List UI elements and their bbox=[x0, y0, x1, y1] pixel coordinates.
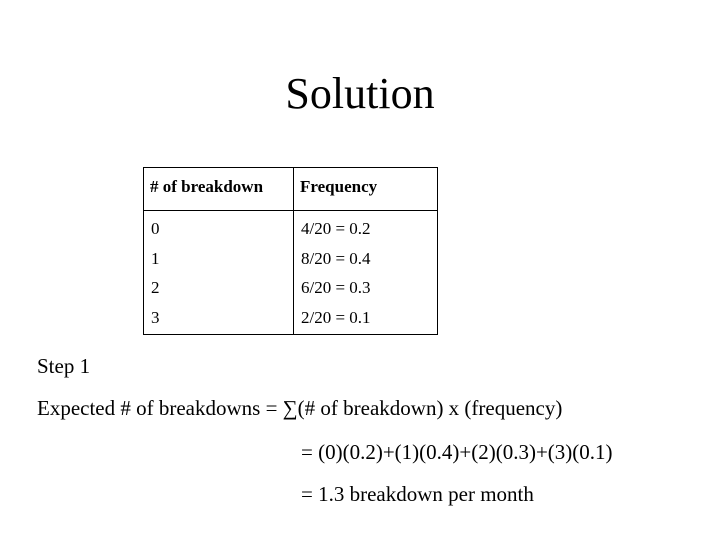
result-line: = 1.3 breakdown per month bbox=[301, 482, 534, 506]
expected-formula: Expected # of breakdowns = ∑(# of breakdown) x (frequency) bbox=[37, 396, 563, 420]
calculation-line: = (0)(0.2)+(1)(0.4)+(2)(0.3)+(3)(0.1) bbox=[301, 440, 613, 464]
table-cell-frequency: 6/20 = 0.3 bbox=[301, 278, 371, 297]
table-cell-breakdowns: 1 bbox=[151, 248, 160, 268]
table-cell-frequency: 2/20 = 0.1 bbox=[301, 307, 371, 327]
table-cell-breakdowns: 2 bbox=[151, 278, 160, 297]
table-cell-frequency: 4/20 = 0.2 bbox=[301, 219, 371, 238]
frequency-table bbox=[143, 167, 438, 335]
slide-title: Solution bbox=[285, 69, 435, 118]
breakdowns-column bbox=[151, 217, 160, 335]
step-label: Step 1 bbox=[37, 354, 91, 378]
table-cell-breakdowns: 3 bbox=[151, 307, 160, 327]
table-header-divider bbox=[144, 210, 437, 211]
table-cell-frequency: 8/20 = 0.4 bbox=[301, 248, 371, 268]
frequency-column bbox=[301, 217, 371, 335]
table-header-frequency: Frequency bbox=[300, 177, 378, 196]
table-column-divider bbox=[293, 168, 294, 334]
table-header-breakdowns: # of breakdown bbox=[150, 177, 264, 196]
table-cell-breakdowns: 0 bbox=[151, 219, 160, 238]
